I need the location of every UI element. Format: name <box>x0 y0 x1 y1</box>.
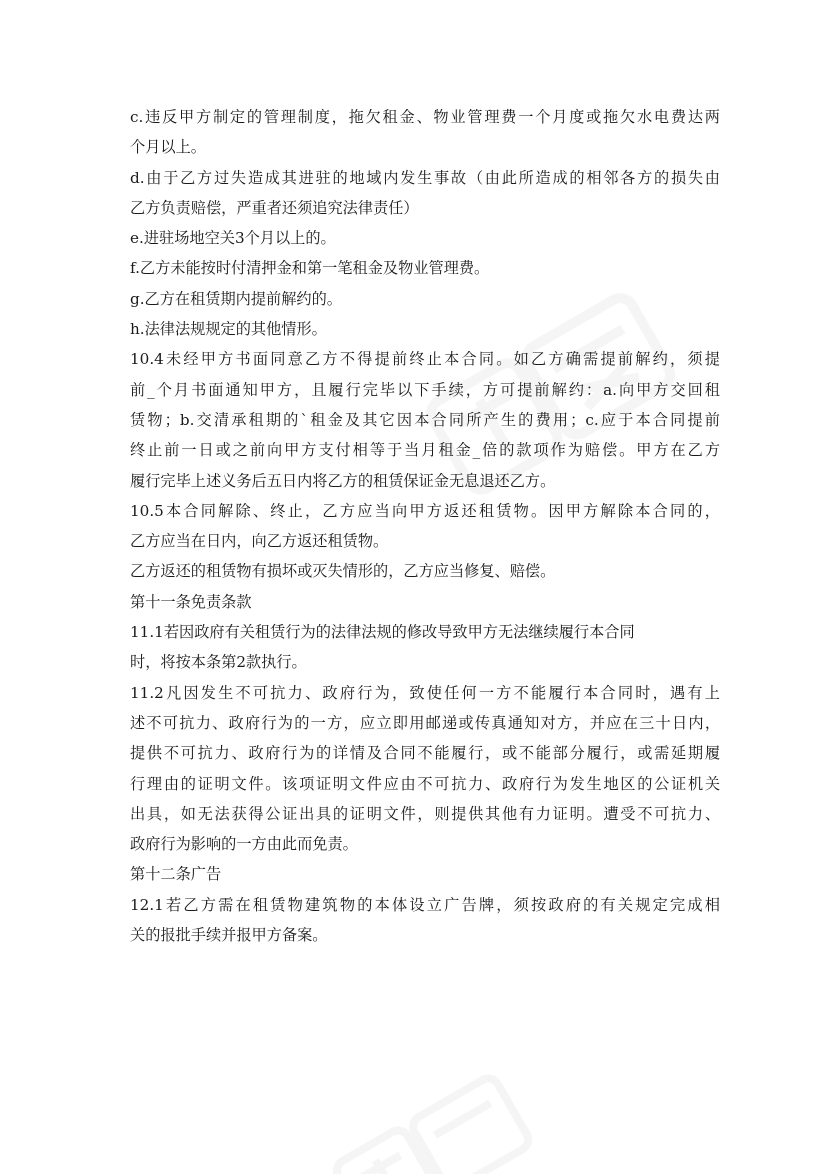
text-line: 乙方应当在日内，向乙方返还租赁物。 <box>130 532 389 551</box>
text-line: 提供不可抗力、政府行为的详情及合同不能履行，或不能部分履行，或需延期履 <box>130 744 720 763</box>
text-line: g.乙方在租赁期内提前解约的。 <box>130 289 342 308</box>
text-line: e.进驻场地空关3个月以上的。 <box>130 229 336 248</box>
text-line: 11.1若因政府有关租赁行为的法律法规的修改导致甲方无法继续履行本合同 <box>130 623 635 642</box>
text-line: 赁物；b.交清承租期的`租金及其它因本合同所产生的费用；c.应于本合同提前 <box>130 410 720 429</box>
text-line: 关的报批手续并报甲方备案。 <box>130 926 328 945</box>
document-body <box>130 102 720 950</box>
section-heading: 第十一条免责条款 <box>130 592 252 611</box>
text-line: 政府行为影响的一方由此而免责。 <box>130 835 358 854</box>
text-line: 出具，如无法获得公证出具的证明文件，则提供其他有力证明。遭受不可抗力、 <box>130 804 720 823</box>
text-line: 乙方负责赔偿，严重者还须追究法律责任） <box>130 198 419 217</box>
text-line: 11.2凡因发生不可抗力、政府行为，致使任何一方不能履行本合同时，遇有上 <box>130 683 720 702</box>
text-line: 12.1若乙方需在租赁物建筑物的本体设立广告牌，须按政府的有关规定完成相 <box>130 895 720 914</box>
watermark-icon <box>305 1036 576 1174</box>
text-line: 终止前一日或之前向甲方支付相等于当月租金_倍的款项作为赔偿。甲方在乙方 <box>130 441 720 460</box>
text-line: d.由于乙方过失造成其进驻的地域内发生事故（由此所造成的相邻各方的损失由 <box>130 168 720 187</box>
text-line: 个月以上。 <box>130 138 206 157</box>
text-line: 10.5本合同解除、终止，乙方应当向甲方返还租赁物。因甲方解除本合同的， <box>130 501 720 520</box>
text-line: 行理由的证明文件。该项证明文件应由不可抗力、政府行为发生地区的公证机关 <box>130 774 720 793</box>
text-line: 述不可抗力、政府行为的一方，应立即用邮递或传真通知对方，并应在三十日内， <box>130 713 720 732</box>
text-line: h.法律法规规定的其他情形。 <box>130 320 327 339</box>
text-line: c.违反甲方制定的管理制度，拖欠租金、物业管理费一个月度或拖欠水电费达两 <box>130 108 720 126</box>
section-heading: 第十二条广告 <box>130 865 222 884</box>
text-line: 履行完毕上述义务后五日内将乙方的租赁保证金无息退还乙方。 <box>130 471 556 490</box>
text-line: 时，将按本条第2款执行。 <box>130 653 307 672</box>
text-line: 前_个月书面通知甲方，且履行完毕以下手续，方可提前解约：a.向甲方交回租 <box>130 380 720 399</box>
text-line: 10.4未经甲方书面同意乙方不得提前终止本合同。如乙方确需提前解约，须提 <box>130 350 720 369</box>
text-line: f.乙方未能按时付清押金和第一笔租金及物业管理费。 <box>130 259 490 278</box>
text-line: 乙方返还的租赁物有损坏或灭失情形的，乙方应当修复、赔偿。 <box>130 562 556 581</box>
